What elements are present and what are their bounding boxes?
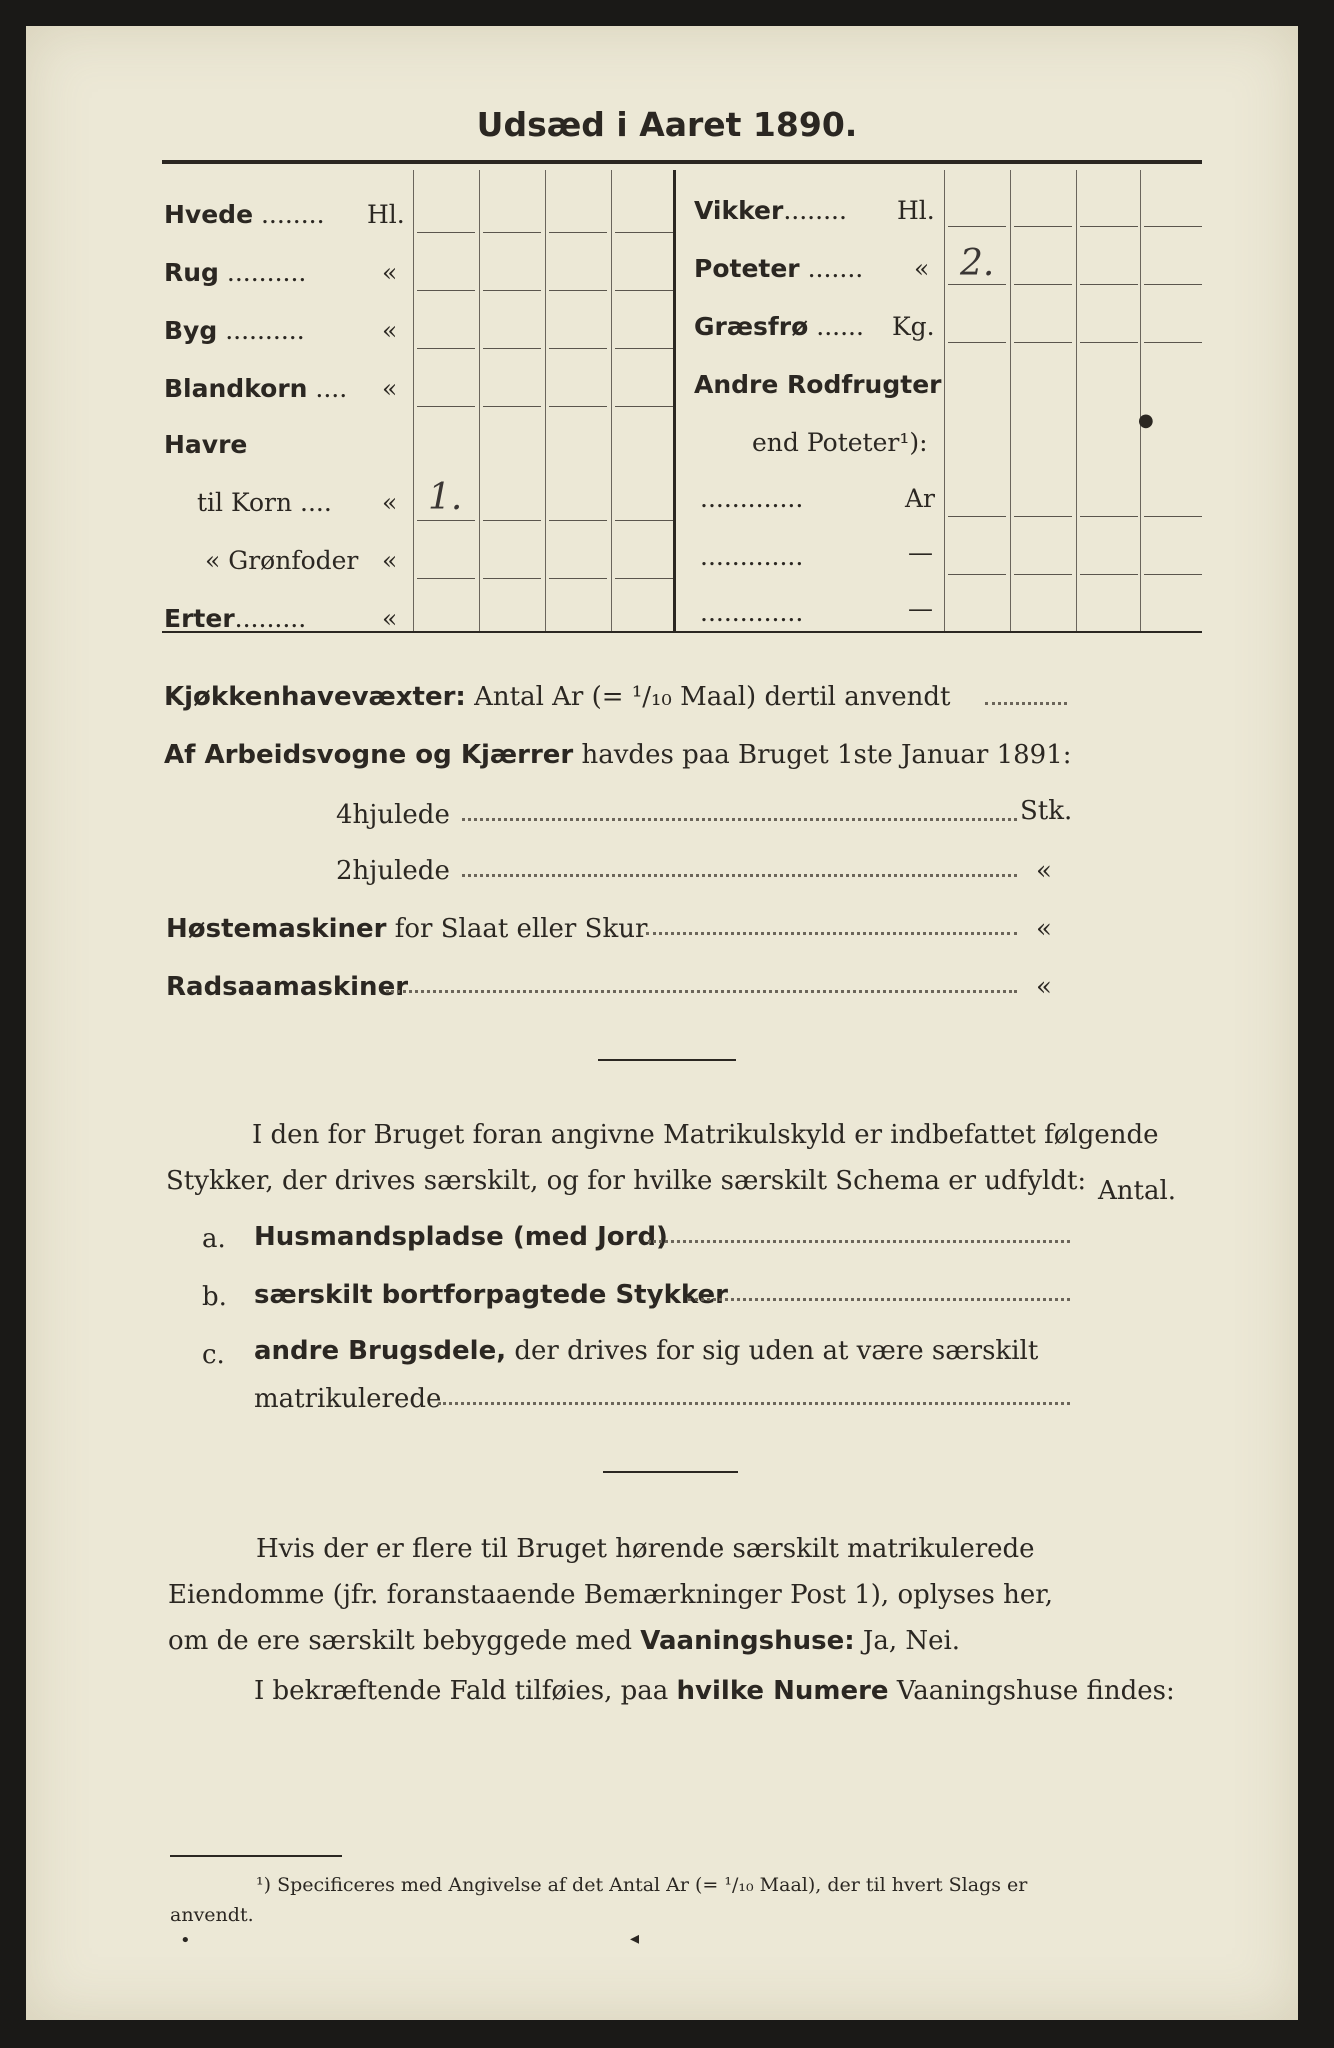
right-col-line-2 [1010,170,1011,631]
para3-a: I bekræftende Fald tilføies, paa [254,1676,669,1706]
table-center-divider [673,170,676,631]
item-a-dots [648,1240,1070,1243]
right-col-line-3 [1076,170,1077,631]
item-c-dots [438,1402,1070,1405]
para2-line2: Eiendomme (jfr. foranstaaende Bemærkninger Post 1), oplyses her, [168,1580,1054,1610]
row-label: Poteter [694,254,800,283]
para1-line1: I den for Bruget foran angivne Matrikulskyld er indbefattet følgende [252,1120,1159,1150]
left-col-line-1 [413,170,414,631]
right-col-line-1 [944,170,945,631]
para1-line2: Stykker, der drives særskilt, og for hvilke særskilt Schema er udfyldt: [166,1166,1087,1196]
hjulede4-label: 4hjulede [336,800,450,830]
row-label: Blandkorn [164,374,308,403]
row-unit: — [908,538,933,567]
row-label: Erter [164,604,235,633]
row-unit: — [908,594,933,623]
para2-line1: Hvis der er flere til Bruget hørende særskilt matrikulerede [256,1534,1035,1564]
row-unit: Ar [905,484,936,513]
arbeid-label: Af Arbeidsvogne og Kjærrer [164,740,574,770]
hoste-dots [646,932,1017,935]
hjulede4-dots [462,818,1017,821]
row-unit: « [382,316,398,345]
row-label: Havre [164,430,248,459]
row-dots: .... [307,374,348,403]
row-unit: Kg. [892,312,935,341]
para3-c: Vaaningshuse findes: [896,1676,1175,1706]
row-dots: .......... [217,316,305,345]
hjulede2-label: 2hjulede [336,856,450,886]
item-c-rest: der drives for sig uden at være særskilt [514,1336,1039,1366]
row-dots: ............. [700,598,804,627]
item-c-line [254,1336,1038,1366]
hoste-label: Høstemaskiner [166,914,387,944]
item-b-letter: b. [202,1282,227,1312]
handwritten-value: 1. [428,477,463,518]
antal-label: Antal. [1098,1176,1177,1206]
footnote-line1: ¹) Specificeres med Angivelse af det Antal Ar (= ¹/₁₀ Maal), der til hvert Slags er [256,1874,1028,1896]
row-dots: ...... [808,312,864,341]
row-label: « Grønfoder [205,546,359,575]
para3-line [254,1676,1175,1706]
kjokken-text: Antal Ar (= ¹/₁₀ Maal) dertil anvendt [474,682,951,712]
hjulede2-unit: « [1036,856,1052,886]
radsaa-label: Radsaamaskiner [166,972,409,1002]
row-label: Andre Rodfrugter [694,370,942,399]
page-title: Udsæd i Aaret 1890. [476,105,858,144]
para2-line3b: Vaaningshuse: [640,1626,855,1656]
table-top-rule [162,160,1202,164]
radsaa-unit: « [1036,972,1052,1002]
arbeid-text: havdes paa Bruget 1ste Januar 1891: [581,740,1072,770]
row-unit: « [382,258,398,287]
handwritten-value: 2. [960,243,995,284]
row-label: Rug [164,258,219,287]
hoste-unit: « [1036,914,1052,944]
ink-speck-mark: • [180,1930,191,1951]
para2-line3c: Ja, Nei. [862,1626,961,1656]
row-label: Græsfrø [694,312,809,341]
row-unit: « [382,604,398,633]
row-label: end Poteter¹): [752,428,928,457]
row-label: Hvede [164,200,254,229]
row-dots: .... [292,488,332,517]
item-a-text: Husmandspladse (med Jord) [254,1222,668,1252]
para2-line3a: om de ere særskilt bebyggede med [168,1626,633,1656]
row-unit: « [382,488,398,517]
kjokken-line [164,682,950,712]
item-b-text: særskilt bortforpagtede Stykker [254,1280,728,1310]
radsaa-dots [386,990,1017,993]
item-c-letter: c. [202,1340,225,1370]
right-col-line-4 [1140,170,1141,631]
section-divider-1 [598,1059,736,1061]
ink-speck-mark: ◂ [630,1928,640,1949]
row-dots: ......... [234,604,307,633]
item-a-letter: a. [202,1224,226,1254]
row-dots: ....... [799,254,864,283]
para3-b: hvilke Numere [676,1676,889,1706]
row-dots: .......... [218,258,307,287]
kjokken-dots [985,702,1067,705]
row-dots: ........ [253,200,325,229]
section-divider-2 [603,1471,738,1473]
table-bottom-rule [162,631,1202,633]
item-c-text: andre Brugsdele, [254,1336,507,1366]
left-col-line-2 [479,170,480,631]
hoste-text: for Slaat eller Skur [394,914,648,944]
hjulede2-dots [462,874,1017,877]
row-unit: « [914,254,930,283]
row-dots: ........ [783,196,847,225]
left-col-line-3 [545,170,546,631]
footnote-line2: anvendt. [170,1904,254,1926]
left-col-line-4 [611,170,612,631]
row-unit: « [382,374,398,403]
row-label: Vikker [694,196,784,225]
item-b-dots [688,1298,1070,1301]
ink-blot-mark: ● [1138,410,1154,431]
row-dots: ............. [700,542,804,571]
row-unit: Hl. [897,196,935,225]
row-unit: Hl. [367,200,405,229]
footnote-rule [170,1855,342,1857]
row-label: til Korn [197,488,293,517]
item-c-line2: matrikulerede [254,1384,442,1414]
row-dots: ............. [700,484,804,513]
arbeid-line [164,740,1072,770]
kjokken-label: Kjøkkenhavevæxter: [164,682,466,712]
row-unit: « [382,546,398,575]
row-label: Byg [164,316,218,345]
hoste-line [166,914,647,944]
para2-line3 [168,1626,960,1656]
hjulede4-unit: Stk. [1020,796,1073,826]
